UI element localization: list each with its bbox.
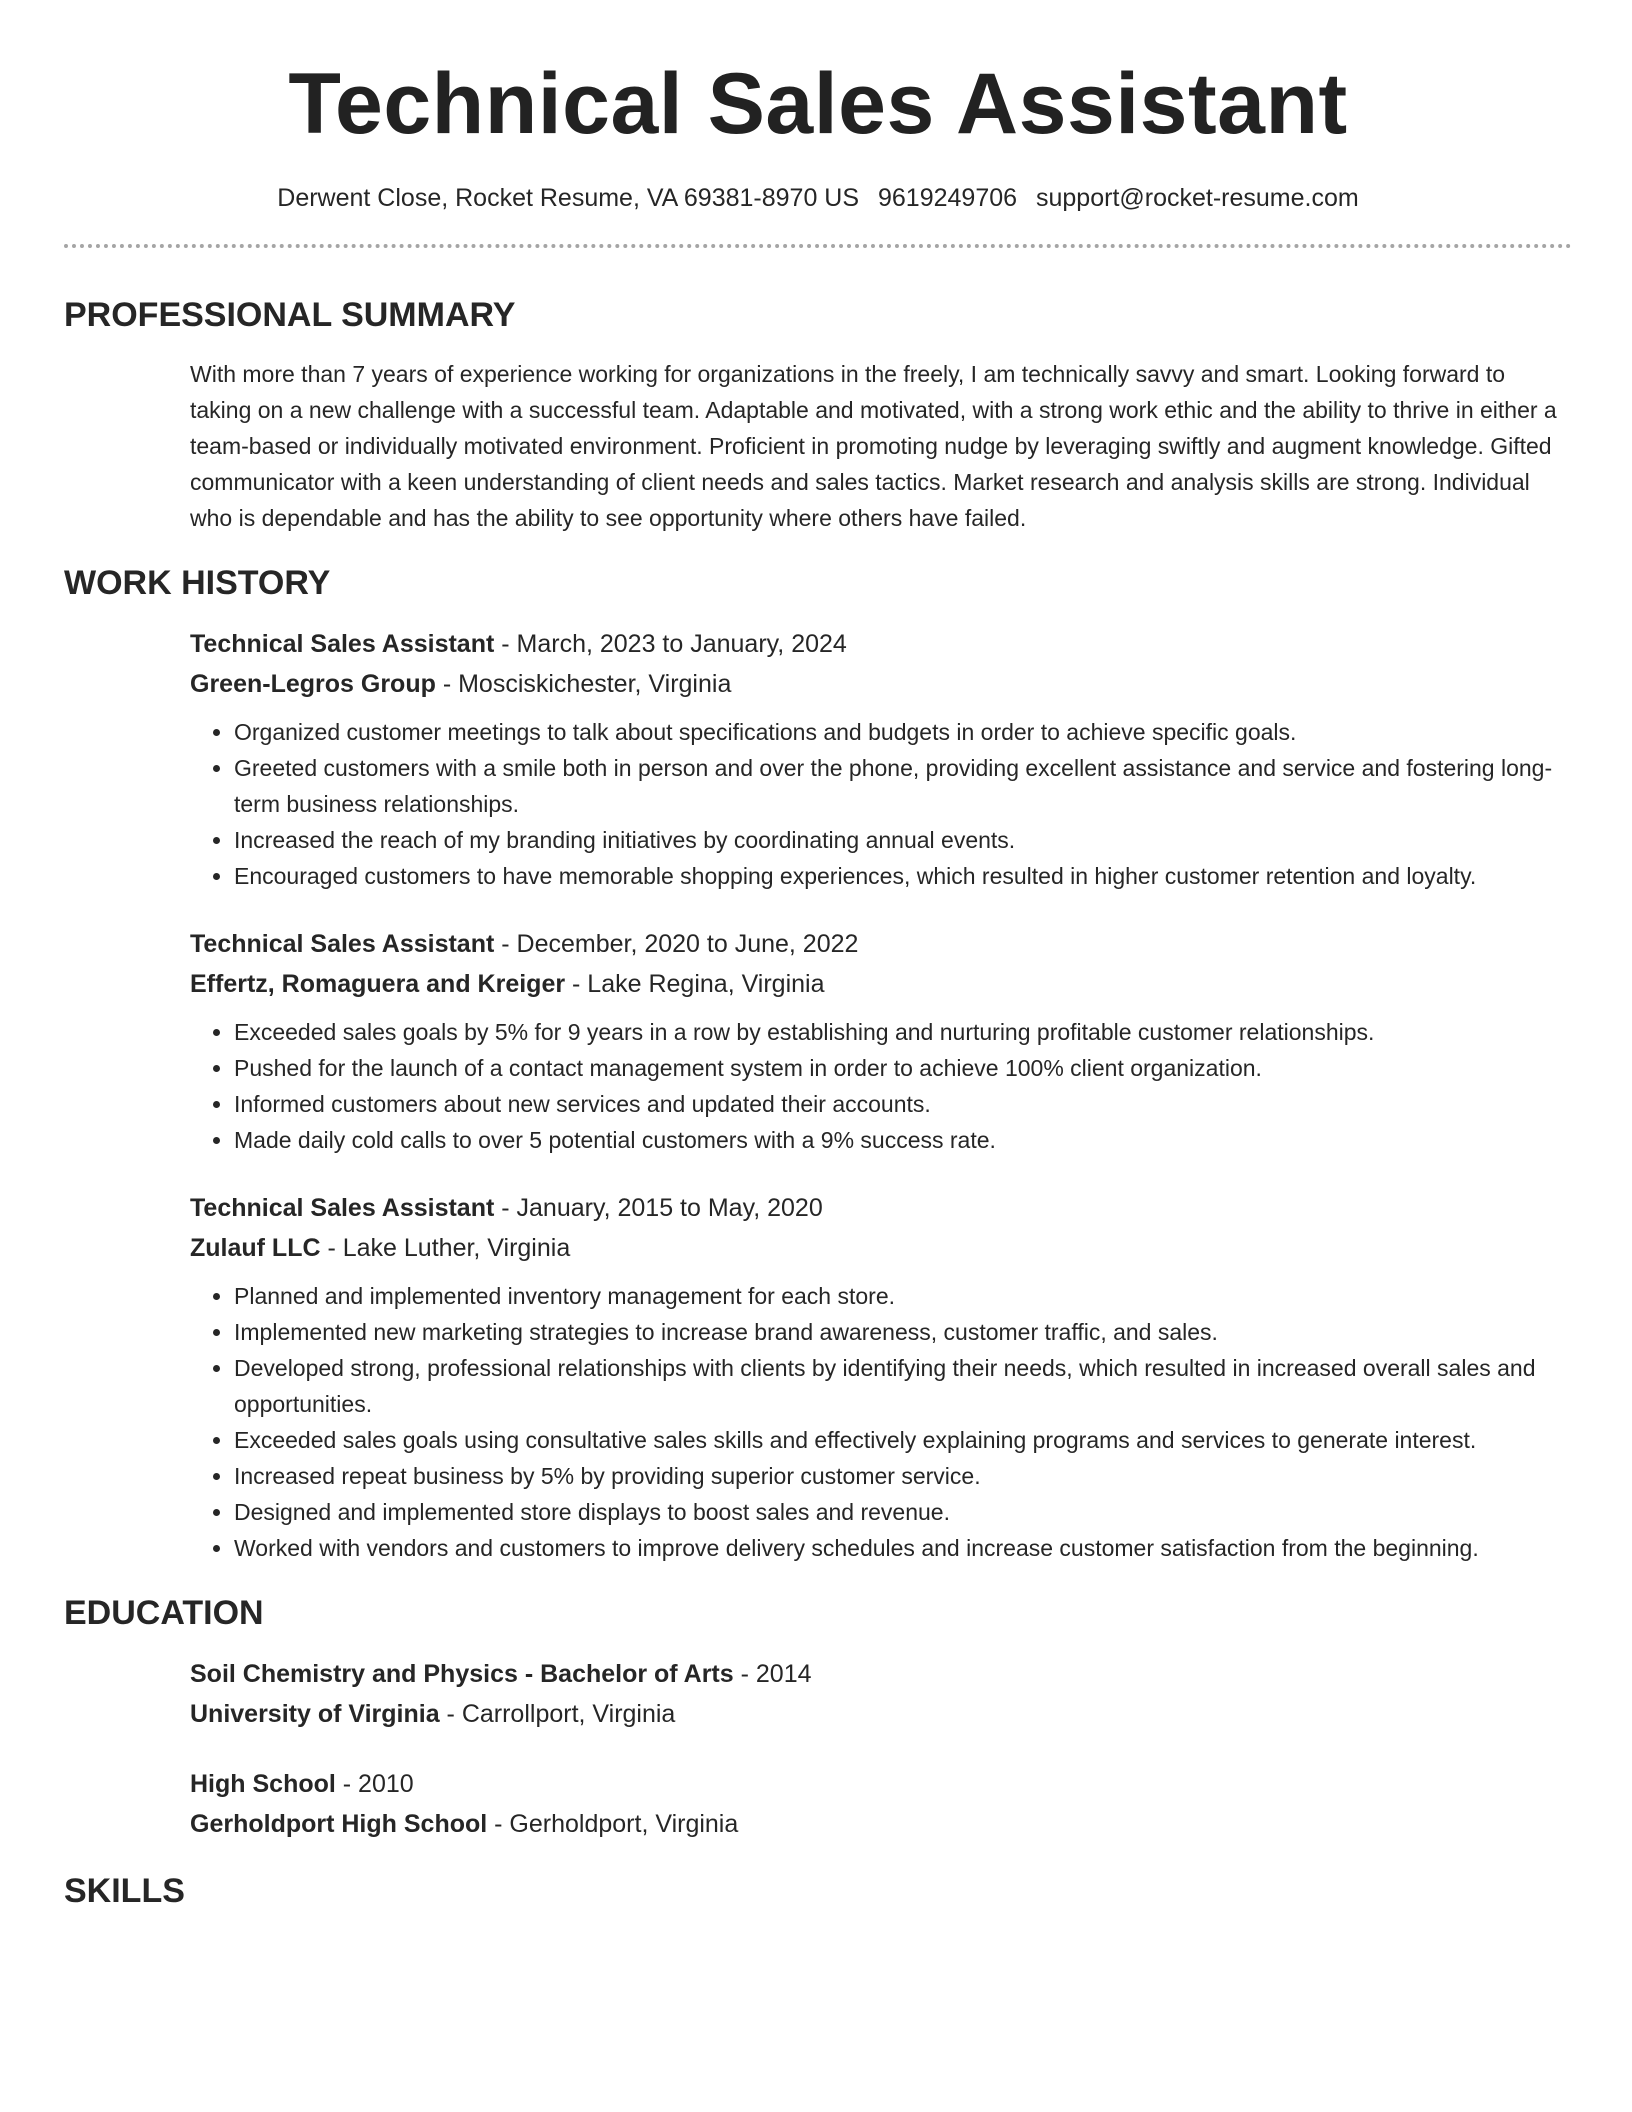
skills-heading: SKILLS <box>64 1872 185 1910</box>
education-degree: Soil Chemistry and Physics - Bachelor of Arts <box>190 1660 734 1688</box>
education-degree-line <box>190 1654 1572 1694</box>
job-dates: - January, 2015 to May, 2020 <box>494 1194 823 1222</box>
contact-address: Derwent Close, Rocket Resume, VA 69381-8970 US <box>277 184 860 212</box>
job-bullets <box>190 714 1572 894</box>
job-location: - Mosciskichester, Virginia <box>435 670 732 698</box>
job-bullet: • Greeted customers with a smile both in person and over the phone, providing excellent assistance and service and fostering long-term business relationships. <box>234 750 1572 822</box>
job-company: Green-Legros Group <box>190 670 436 698</box>
job-bullet: • Developed strong, professional relationships with clients by identifying their needs, which resulted in increased overall sales and opportunities. <box>234 1350 1572 1422</box>
job-bullet: • Encouraged customers to have memorable shopping experiences, which resulted in higher customer retention and loyalty. <box>234 858 1572 894</box>
job-title: Technical Sales Assistant <box>190 930 495 958</box>
job-bullets <box>190 1278 1572 1566</box>
job-entry <box>190 624 1572 894</box>
job-title-line <box>190 924 1572 964</box>
education-entry <box>190 1764 1572 1844</box>
education-entry <box>190 1654 1572 1734</box>
job-bullet: • Exceeded sales goals using consultative sales skills and effectively explaining programs and services to generate interest. <box>234 1422 1572 1458</box>
work-history-list <box>190 624 1572 1566</box>
job-title-line <box>190 624 1572 664</box>
job-location: - Lake Regina, Virginia <box>565 970 825 998</box>
job-bullet: • Made daily cold calls to over 5 potential customers with a 9% success rate. <box>234 1122 1572 1158</box>
job-company: Effertz, Romaguera and Kreiger <box>190 970 566 998</box>
education-year: - 2014 <box>733 1660 812 1688</box>
contact-phone: 9619249706 <box>878 184 1018 212</box>
header-divider <box>64 244 1572 248</box>
job-bullet: • Designed and implemented store displays to boost sales and revenue. <box>234 1494 1572 1530</box>
contact-line <box>64 182 1572 214</box>
education-school: Gerholdport High School <box>190 1810 488 1838</box>
job-company-line <box>190 964 1572 1004</box>
contact-email: support@rocket-resume.com <box>1036 184 1359 212</box>
job-bullet: • Pushed for the launch of a contact management system in order to achieve 100% client organization. <box>234 1050 1572 1086</box>
education-year: - 2010 <box>335 1770 414 1798</box>
job-bullet: • Informed customers about new services and updated their accounts. <box>234 1086 1572 1122</box>
job-company-line <box>190 1228 1572 1268</box>
education-list <box>190 1654 1572 1844</box>
job-bullet: • Increased repeat business by 5% by providing superior customer service. <box>234 1458 1572 1494</box>
education-degree: High School <box>190 1770 336 1798</box>
education-school-line <box>190 1694 1572 1734</box>
job-bullet: • Increased the reach of my branding initiatives by coordinating annual events. <box>234 822 1572 858</box>
job-bullets <box>190 1014 1572 1158</box>
education-location: - Gerholdport, Virginia <box>487 1810 739 1838</box>
education-school: University of Virginia <box>190 1700 440 1728</box>
education-location: - Carrollport, Virginia <box>439 1700 676 1728</box>
job-title: Technical Sales Assistant <box>190 1194 495 1222</box>
resume-title: Technical Sales Assistant <box>288 56 1348 152</box>
job-company: Zulauf LLC <box>190 1234 321 1262</box>
summary-text: With more than 7 years of experience working for organizations in the freely, I am technically savvy and smart. Looking forward to taking on a new challenge with a successful team. Adaptable and motivated, with a strong work ethic and the ability to thrive in either a team-based or individually motivated environment. Proficient in promoting nudge by leveraging swiftly and augment knowledge. Gifted communicator with a keen understanding of client needs and sales tactics. Market research and analysis skills are strong. Individual who is dependable and has the ability to see opportunity where others have failed. <box>190 361 1557 531</box>
job-bullet: • Organized customer meetings to talk about specifications and budgets in order to achieve specific goals. <box>234 714 1572 750</box>
job-location: - Lake Luther, Virginia <box>320 1234 571 1262</box>
job-bullet: • Planned and implemented inventory management for each store. <box>234 1278 1572 1314</box>
job-bullet: • Exceeded sales goals by 5% for 9 years in a row by establishing and nurturing profitable customer relationships. <box>234 1014 1572 1050</box>
job-entry <box>190 1188 1572 1566</box>
resume-page <box>64 0 1572 1912</box>
education-heading: EDUCATION <box>64 1594 264 1632</box>
work-history-heading: WORK HISTORY <box>64 564 331 602</box>
education-school-line <box>190 1804 1572 1844</box>
job-dates: - December, 2020 to June, 2022 <box>494 930 859 958</box>
job-entry <box>190 924 1572 1158</box>
job-company-line <box>190 664 1572 704</box>
summary-heading: PROFESSIONAL SUMMARY <box>64 296 516 334</box>
job-title-line <box>190 1188 1572 1228</box>
education-degree-line <box>190 1764 1572 1804</box>
job-bullet: • Worked with vendors and customers to improve delivery schedules and increase customer satisfaction from the beginning. <box>234 1530 1572 1566</box>
job-title: Technical Sales Assistant <box>190 630 495 658</box>
job-dates: - March, 2023 to January, 2024 <box>494 630 847 658</box>
job-bullet: • Implemented new marketing strategies to increase brand awareness, customer traffic, and sales. <box>234 1314 1572 1350</box>
